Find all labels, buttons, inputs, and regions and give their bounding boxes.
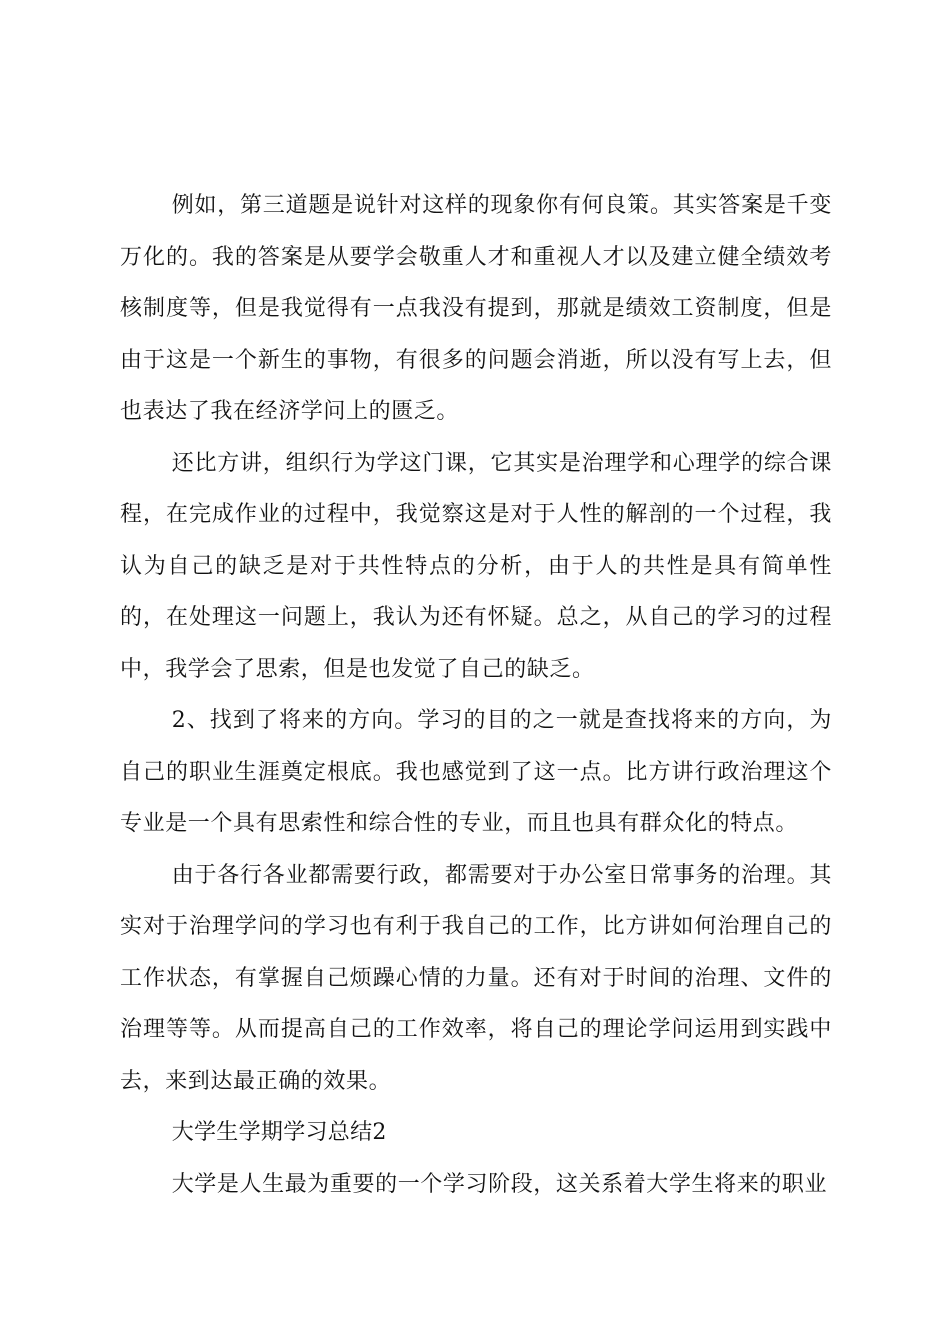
paragraph-2: 还比方讲，组织行为学这门课，它其实是治理学和心理学的综合课程，在完成作业的过程中，我觉察这是对于人性的解剖的一个过程，我认为自己的缺乏是对于共性特点的分析，由于人的共性是具有简单性的，在处理这一问题上，我认为还有怀疑。总之，从自己的学习的过程中，我学会了思索，但是也发觉了自己的缺乏。 [120,450,832,682]
paragraph-3: 2、找到了将来的方向。学习的目的之一就是查找将来的方向，为自己的职业生涯奠定根底。我也感觉到了这一点。比方讲行政治理这个专业是一个具有思索性和综合性的专业，而且也具有群众化的特点。 [120,708,832,836]
section-heading: 大学生学期学习总结2 [171,1120,387,1145]
paragraph-1: 例如，第三道题是说针对这样的现象你有何良策。其实答案是千变万化的。我的答案是从要学会敬重人才和重视人才以及建立健全绩效考核制度等，但是我觉得有一点我没有提到，那就是绩效工资制度，但是由于这是一个新生的事物，有很多的问题会消逝，所以没有写上去，但也表达了我在经济学问上的匮乏。 [120,193,832,424]
document-body [120,180,832,1210]
paragraph-5: 大学是人生最为重要的一个学习阶段，这关系着大学生将来的职业 [171,1171,828,1197]
paragraph-4: 由于各行各业都需要行政，都需要对于办公室日常事务的治理。其实对于治理学问的学习也有利于我自己的工作，比方讲如何治理自己的工作状态，有掌握自己烦躁心情的力量。还有对于时间的治理、文件的治理等等。从而提高自己的工作效率，将自己的理论学问运用到实践中去，来到达最正确的效果。 [120,862,832,1094]
